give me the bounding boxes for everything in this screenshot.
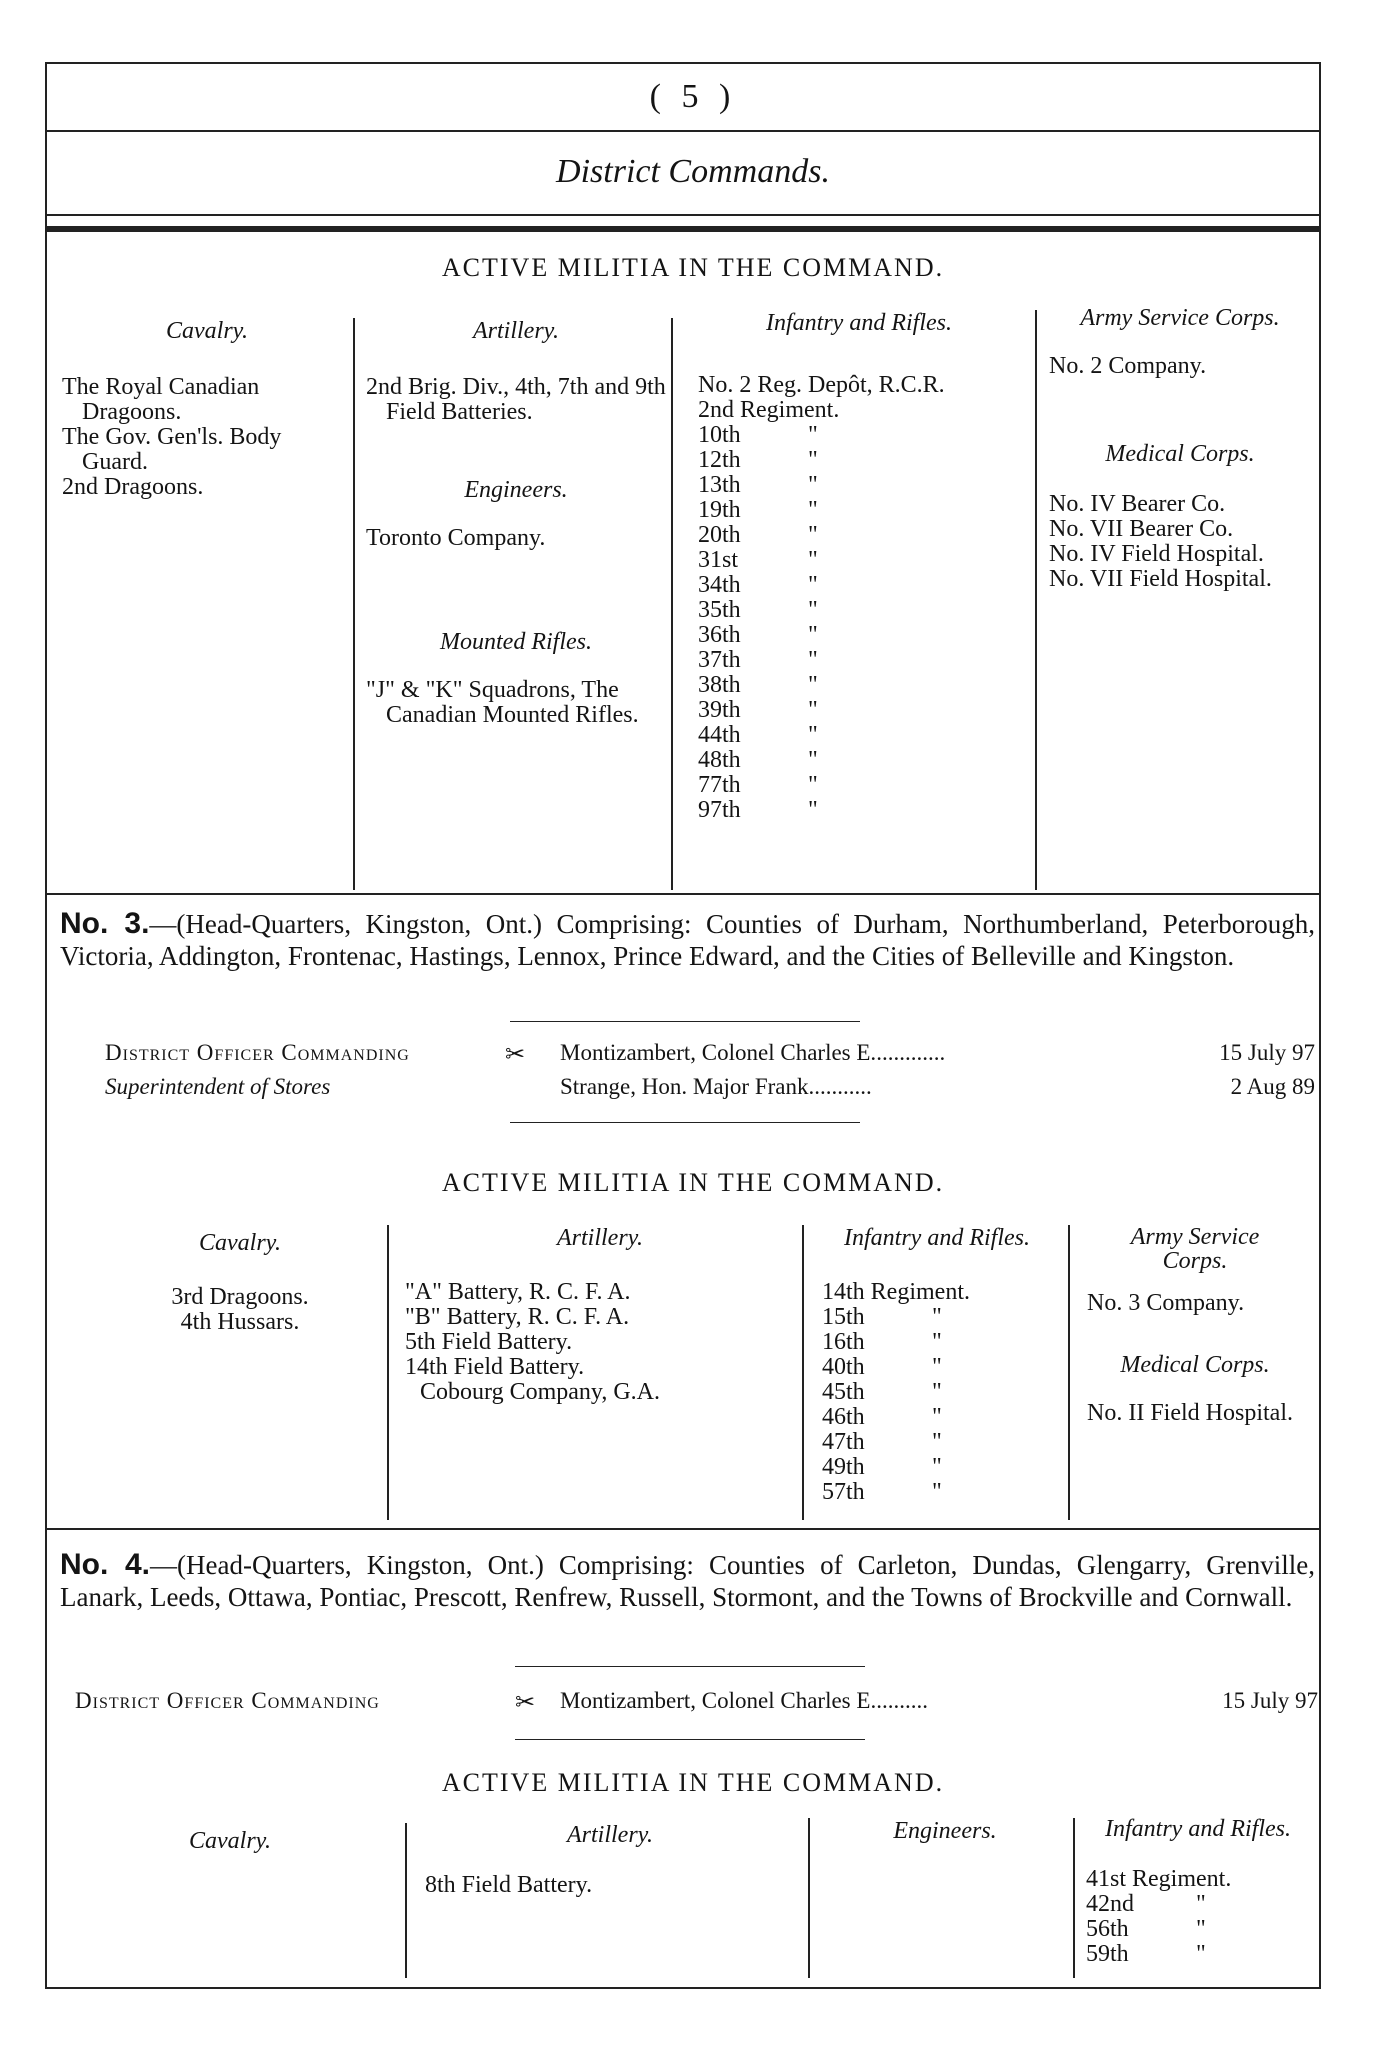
district4-number: No. 4. xyxy=(60,1548,151,1581)
list-item: 4th Hussars. xyxy=(180,1309,300,1335)
s4-cavalry-title: Cavalry. xyxy=(189,1828,271,1854)
regiment-number: 14th Regiment. xyxy=(822,1279,970,1305)
officer-title: Superintendent of Stores xyxy=(105,1074,331,1099)
regiment-number: 20th xyxy=(698,522,741,548)
ditto-mark: " xyxy=(808,772,818,798)
list-item: 3rd Dragoons. xyxy=(171,1284,309,1310)
list-item xyxy=(698,798,1034,823)
list-item: 8th Field Battery. xyxy=(425,1872,593,1898)
regiment-number: 38th xyxy=(698,672,741,698)
district3-description: —(Head-Quarters, Kingston, Ont.) Comprising: Counties of Durham, Northumberland, Peterborough, Victoria, Addington, Frontenac, Hastings, Lennox, Prince Edward, and the Cities of Belleville and Kingston. xyxy=(60,909,1315,971)
list-item: Toronto Company. xyxy=(366,525,546,551)
regiment-number: No. 2 Reg. Depôt, R.C.R. xyxy=(698,372,945,398)
list-item xyxy=(698,773,1034,798)
leader-dots: ............ xyxy=(876,1040,946,1065)
list-item: No. IV Field Hospital. xyxy=(1049,541,1264,567)
list-item xyxy=(822,1430,1066,1455)
page-title: District Commands. xyxy=(556,153,830,190)
section1-end-rule xyxy=(45,893,1319,895)
regiment-number: 19th xyxy=(698,497,741,523)
s1-infantry-title: Infantry and Rifles. xyxy=(766,310,952,336)
regiment-number: 36th xyxy=(698,622,741,648)
regiment-number: 31st xyxy=(698,547,739,573)
list-item xyxy=(1086,1917,1318,1942)
regiment-number: 57th xyxy=(822,1479,865,1505)
list-item xyxy=(822,1330,1066,1355)
list-item xyxy=(698,623,1034,648)
s4-divider-1 xyxy=(405,1823,407,1978)
list-item: "J" & "K" Squadrons, The Canadian Mounted Rifles. xyxy=(366,677,639,728)
s3-asc-title: Army Service Corps. xyxy=(1130,1224,1260,1274)
list-item xyxy=(698,698,1034,723)
s3-infantry-title: Infantry and Rifles. xyxy=(844,1225,1030,1251)
district3-officer-row xyxy=(105,1040,1315,1068)
leader-dots: .......... xyxy=(870,1688,928,1713)
regiment-number: 2nd Regiment. xyxy=(698,397,840,423)
regiment-number: 39th xyxy=(698,697,741,723)
ditto-mark xyxy=(1231,1867,1261,1892)
list-item: No. VII Field Hospital. xyxy=(1049,566,1272,592)
ditto-mark: " xyxy=(808,622,818,648)
s3-divider-3 xyxy=(1068,1225,1070,1520)
s3-divider-1 xyxy=(387,1225,389,1520)
list-item xyxy=(698,498,1034,523)
s4-infantry-column xyxy=(1078,1816,1318,1967)
list-item xyxy=(698,523,1034,548)
list-item xyxy=(698,548,1034,573)
ditto-mark: " xyxy=(808,672,818,698)
district3-paragraph xyxy=(60,908,1315,972)
s3-cavalry-title: Cavalry. xyxy=(199,1230,281,1256)
regiment-number: 15th xyxy=(822,1304,865,1330)
regiment-number: 34th xyxy=(698,572,741,598)
regiment-number: 35th xyxy=(698,597,741,623)
list-item xyxy=(698,373,1034,398)
list-item xyxy=(698,473,1034,498)
ditto-mark: " xyxy=(1196,1916,1206,1942)
ditto-mark: " xyxy=(932,1479,942,1505)
ditto-mark: " xyxy=(932,1329,942,1355)
list-item xyxy=(1086,1892,1318,1917)
s3-artillery-title: Artillery. xyxy=(557,1225,643,1251)
list-item: No. 2 Company. xyxy=(1049,353,1207,379)
list-item xyxy=(822,1455,1066,1480)
s1-cavalry-title: Cavalry. xyxy=(166,318,248,344)
list-item xyxy=(822,1355,1066,1380)
list-item xyxy=(698,723,1034,748)
officer-name: Montizambert, Colonel Charles E. xyxy=(560,1040,877,1065)
short-rule xyxy=(515,1666,865,1667)
list-item: 14th Field Battery. xyxy=(405,1354,585,1380)
regiment-number: 49th xyxy=(822,1454,865,1480)
s3-artillery-column xyxy=(400,1225,800,1405)
officer-date: 2 Aug 89 xyxy=(1230,1074,1315,1099)
short-rule xyxy=(510,1122,860,1123)
list-item xyxy=(698,598,1034,623)
list-item: No. IV Bearer Co. xyxy=(1049,491,1226,517)
regiment-number: 56th xyxy=(1086,1916,1129,1942)
officer-title: District Officer Commanding xyxy=(75,1688,380,1713)
district4-heading: ACTIVE MILITIA IN THE COMMAND. xyxy=(441,1768,945,1797)
ditto-mark: " xyxy=(932,1429,942,1455)
ditto-mark: " xyxy=(932,1354,942,1380)
crossed-swords-icon: ✂ xyxy=(515,1688,536,1716)
s1-engineers-title: Engineers. xyxy=(464,477,568,503)
regiment-number: 10th xyxy=(698,422,741,448)
s3-medical-title: Medical Corps. xyxy=(1120,1352,1270,1378)
district3-heading: ACTIVE MILITIA IN THE COMMAND. xyxy=(441,1168,945,1197)
officer-title: District Officer Commanding xyxy=(105,1040,410,1065)
list-item: 2nd Brig. Div., 4th, 7th and 9th Field Batteries. xyxy=(366,374,666,425)
short-rule xyxy=(510,1021,860,1022)
list-item xyxy=(822,1480,1066,1505)
ditto-mark: " xyxy=(808,522,818,548)
list-item xyxy=(698,673,1034,698)
ditto-mark: " xyxy=(932,1304,942,1330)
officer-name: Montizambert, Colonel Charles E xyxy=(560,1688,871,1713)
s3-cavalry-column xyxy=(100,1230,380,1335)
regiment-number: 97th xyxy=(698,797,741,823)
s1-mounted-rifles-title: Mounted Rifles. xyxy=(440,629,592,655)
ditto-mark xyxy=(945,373,975,398)
ditto-mark xyxy=(970,1280,1000,1305)
list-item xyxy=(698,423,1034,448)
ditto-mark: " xyxy=(808,597,818,623)
s4-infantry-title: Infantry and Rifles. xyxy=(1105,1816,1291,1842)
leader-dots: ........... xyxy=(808,1074,872,1099)
regiment-number: 44th xyxy=(698,722,741,748)
list-item xyxy=(698,648,1034,673)
regiment-number: 13th xyxy=(698,472,741,498)
page-number: ( 5 ) xyxy=(649,78,737,115)
s3-asc-column xyxy=(1075,1225,1315,1426)
list-item: "A" Battery, R. C. F. A. xyxy=(405,1279,631,1305)
regiment-number: 42nd xyxy=(1086,1891,1134,1917)
ditto-mark: " xyxy=(932,1454,942,1480)
officer-date: 15 July 97 xyxy=(1222,1688,1318,1713)
section1-heading: ACTIVE MILITIA IN THE COMMAND. xyxy=(441,253,945,282)
list-item: The Gov. Gen'ls. Body Guard. xyxy=(62,424,282,475)
list-item: Cobourg Company, G.A. xyxy=(420,1379,660,1405)
regiment-number: 48th xyxy=(698,747,741,773)
district3-officer-row xyxy=(105,1074,1315,1100)
officer-name: Strange, Hon. Major Frank xyxy=(560,1074,809,1099)
s4-engineers-title: Engineers. xyxy=(893,1818,997,1844)
ditto-mark: " xyxy=(808,497,818,523)
regiment-number: 16th xyxy=(822,1329,865,1355)
ditto-mark: " xyxy=(808,572,818,598)
list-item: No. VII Bearer Co. xyxy=(1049,516,1234,542)
double-rule-top xyxy=(45,214,1319,216)
s1-artillery-column xyxy=(366,318,666,728)
regiment-number: 59th xyxy=(1086,1941,1129,1967)
regiment-number: 46th xyxy=(822,1404,865,1430)
regiment-number: 41st Regiment. xyxy=(1086,1866,1232,1892)
top-rule xyxy=(45,62,1319,64)
s4-artillery-column xyxy=(415,1822,805,1898)
s1-artillery-title: Artillery. xyxy=(473,318,559,344)
s4-divider-3 xyxy=(1073,1818,1075,1978)
s1-asc-column xyxy=(1045,305,1315,592)
short-rule xyxy=(515,1739,865,1740)
ditto-mark xyxy=(839,398,869,423)
s1-infantry-column xyxy=(684,310,1034,823)
ditto-mark: " xyxy=(808,647,818,673)
list-item xyxy=(822,1280,1066,1305)
district3-number: No. 3. xyxy=(60,907,150,940)
ditto-mark: " xyxy=(808,472,818,498)
ditto-mark: " xyxy=(932,1379,942,1405)
regiment-number: 12th xyxy=(698,447,741,473)
district4-officer-row xyxy=(75,1688,1318,1716)
s1-asc-title: Army Service Corps. xyxy=(1080,305,1280,331)
list-item: The Royal Canadian Dragoons. xyxy=(62,374,260,425)
list-item xyxy=(698,573,1034,598)
list-item xyxy=(698,398,1034,423)
ditto-mark: " xyxy=(808,422,818,448)
list-item xyxy=(1086,1942,1318,1967)
district4-paragraph xyxy=(60,1549,1315,1613)
ditto-mark: " xyxy=(808,747,818,773)
list-item xyxy=(698,448,1034,473)
list-item: No. 3 Company. xyxy=(1087,1290,1245,1316)
list-item: "B" Battery, R. C. F. A. xyxy=(405,1304,630,1330)
ditto-mark: " xyxy=(808,547,818,573)
s1-divider-1 xyxy=(353,318,355,890)
ditto-mark: " xyxy=(808,797,818,823)
s4-artillery-title: Artillery. xyxy=(567,1822,653,1848)
regiment-number: 77th xyxy=(698,772,741,798)
ditto-mark: " xyxy=(1196,1941,1206,1967)
list-item xyxy=(822,1380,1066,1405)
list-item xyxy=(822,1305,1066,1330)
s3-divider-2 xyxy=(802,1225,804,1520)
officer-date: 15 July 97 xyxy=(1219,1040,1315,1065)
list-item xyxy=(698,748,1034,773)
s3-infantry-column xyxy=(808,1225,1066,1505)
double-rule-bottom xyxy=(45,226,1319,232)
s4-divider-2 xyxy=(808,1818,810,1978)
ditto-mark: " xyxy=(932,1404,942,1430)
s1-medical-title: Medical Corps. xyxy=(1105,441,1255,467)
ditto-mark: " xyxy=(808,722,818,748)
list-item: 5th Field Battery. xyxy=(405,1329,573,1355)
s1-cavalry-column xyxy=(62,318,352,500)
ditto-mark: " xyxy=(808,697,818,723)
regiment-number: 45th xyxy=(822,1379,865,1405)
ditto-mark: " xyxy=(808,447,818,473)
regiment-number: 37th xyxy=(698,647,741,673)
ditto-mark: " xyxy=(1196,1891,1206,1917)
regiment-number: 47th xyxy=(822,1429,865,1455)
regiment-number: 40th xyxy=(822,1354,865,1380)
list-item: No. II Field Hospital. xyxy=(1087,1400,1293,1426)
district3-end-rule xyxy=(45,1528,1319,1530)
district4-description: —(Head-Quarters, Kingston, Ont.) Comprising: Counties of Carleton, Dundas, Glengarry, Grenville, Lanark, Leeds, Ottawa, Pontiac, Prescott, Renfrew, Russell, Stormont, and the Towns of Brockville and Cornwall. xyxy=(60,1550,1315,1612)
s1-divider-2 xyxy=(671,318,673,890)
crossed-swords-icon: ✂ xyxy=(505,1040,526,1068)
list-item: 2nd Dragoons. xyxy=(62,474,204,500)
list-item xyxy=(822,1405,1066,1430)
header-rule xyxy=(45,130,1319,132)
s1-divider-3 xyxy=(1035,310,1037,890)
list-item xyxy=(1086,1867,1318,1892)
